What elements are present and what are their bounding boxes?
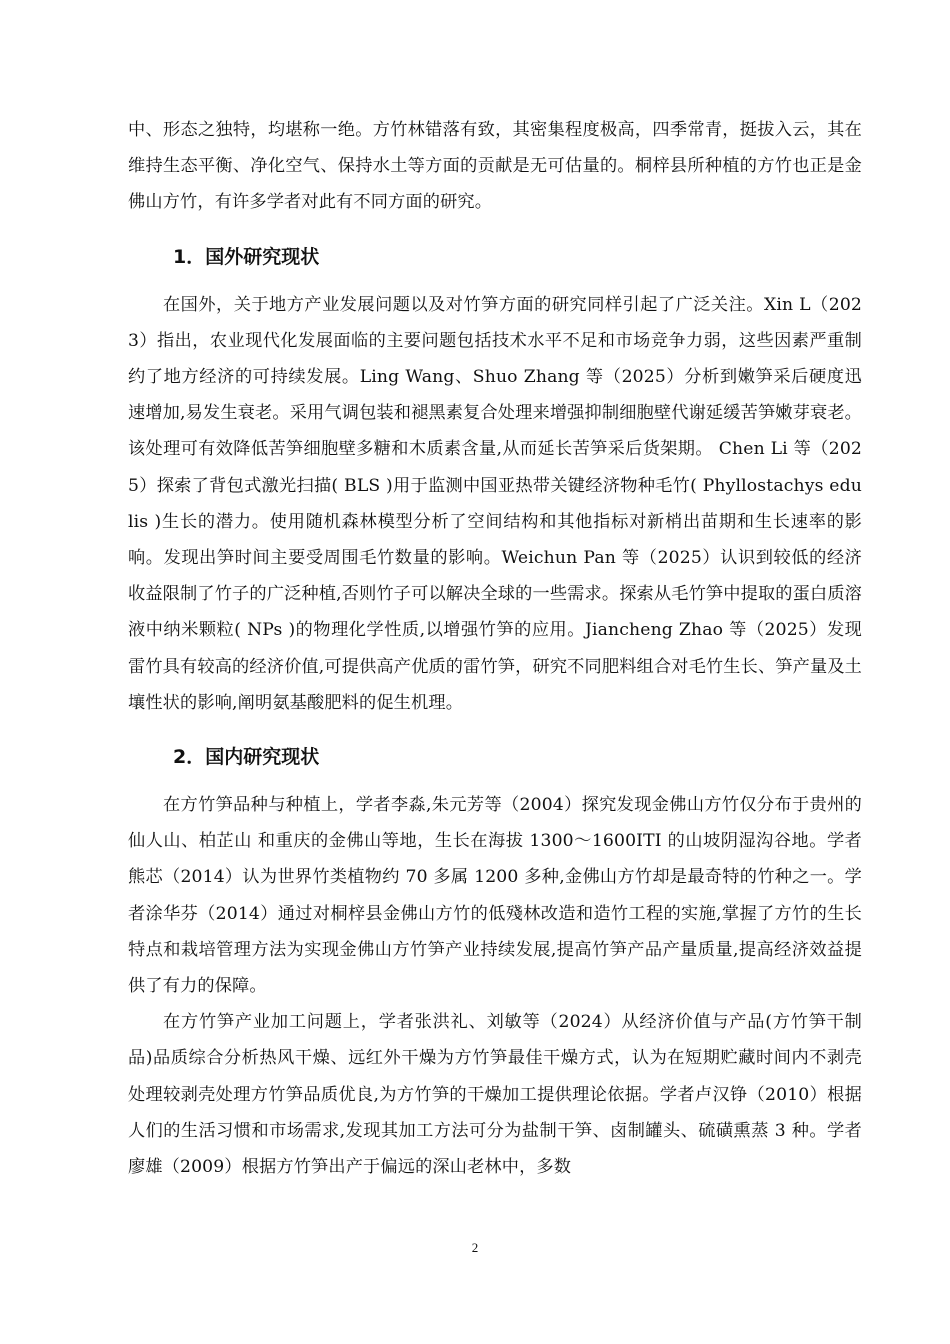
paragraph-domestic-varieties: 在方竹笋品种与种植上，学者李淼,朱元芳等（2004）探究发现金佛山方竹仅分布于贵州的仙人山、柏芷山 和重庆的金佛山等地，生长在海拔 1300～1600ITI 的山坡阴湿沟谷地。学者熊芯（2014）认为世界竹类植物约 70 多属 1200 多种,金佛山方竹却是最奇特的竹种之一。学者涂华芬（2014）通过对桐梓县金佛山方竹的低殘林改造和造竹工程的实施,掌握了方竹的生长特点和栽培管理方法为实现金佛山方竹笋产业持续发展,提高竹笋产品产量质量,提高经济效益提供了有力的保障。 [128, 795, 862, 997]
heading-foreign-research: 1．国外研究现状 [173, 245, 320, 268]
paragraph-intro-continued: 中、形态之独特，均堪称一绝。方竹林错落有致，其密集程度极高，四季常青，挺拔入云，其在维持生态平衡、净化空气、保持水土等方面的贡献是无可估量的。桐梓县所种植的方竹也正是金佛山方竹，有许多学者对此有不同方面的研究。 [128, 120, 862, 213]
paragraph-domestic-processing: 在方竹笋产业加工问题上，学者张洪礼、刘敏等（2024）从经济价值与产品(方竹笋干制品)品质综合分析热风干燥、远红外干燥为方竹笋最佳干燥方式，认为在短期贮藏时间内不剥壳处理较剥壳处理方竹笋品质优良,为方竹笋的干燥加工提供理论依据。学者卢汉铮（2010）根据人们的生活习惯和市场需求,发现其加工方法可分为盐制干笋、卤制罐头、硫磺熏蒸 3 种。学者廖雄（2009）根据方竹笋出产于偏远的深山老林中，多数 [128, 1012, 862, 1178]
page-body [128, 112, 862, 1185]
page-number: 2 [471, 1240, 479, 1255]
heading-domestic-research: 2．国内研究现状 [173, 746, 320, 769]
paragraph-foreign-research: 在国外，关于地方产业发展问题以及对竹笋方面的研究同样引起了广泛关注。Xin L（2023）指出，农业现代化发展面临的主要问题包括技术水平不足和市场竞争力弱，这些因素严重制约了地方经济的可持续发展。Ling Wang、Shuo Zhang 等（2025）分析到嫩笋采后硬度迅速增加,易发生衰老。采用气调包装和褪黑素复合处理来增强抑制细胞壁代谢延缓苦笋嫩芽衰老。该处理可有效降低苦笋细胞壁多糖和木质素含量,从而延长苦笋采后货架期。 Chen Li 等（2025）探索了背包式激光扫描( BLS )用于监测中国亚热带关键经济物种毛竹( Phyllostachys edulis )生长的潜力。使用随机森林模型分析了空间结构和其他指标对新梢出苗期和生长速率的影响。发现出笋时间主要受周围毛竹数量的影响。Weichun Pan 等（2025）认识到较低的经济收益限制了竹子的广泛种植,否则竹子可以解决全球的一些需求。探索从毛竹笋中提取的蛋白质溶液中纳米颗粒( NPs )的物理化学性质,以增强竹笋的应用。Jiancheng Zhao 等（2025）发现雷竹具有较高的经济价值,可提供高产优质的雷竹笋，研究不同肥料组合对毛竹生长、笋产量及土壤性状的影响,阐明氨基酸肥料的促生机理。 [128, 294, 862, 713]
